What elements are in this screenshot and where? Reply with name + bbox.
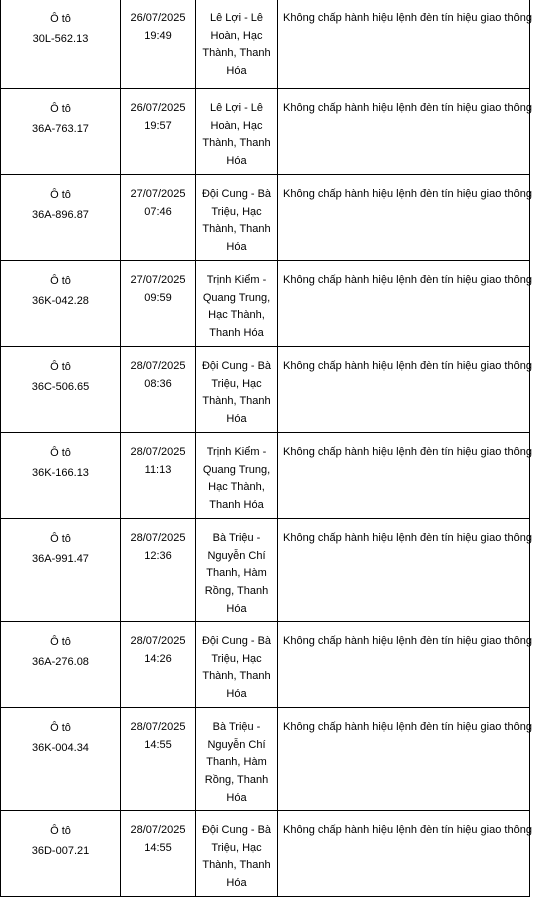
violation-date: 28/07/2025 <box>130 532 186 544</box>
violation-date: 27/07/2025 <box>130 188 186 200</box>
location-line: Đội Cung - Bà <box>201 824 272 836</box>
location-line: Quang Trung, <box>202 291 271 304</box>
violation-description: Không chấp hành hiệu lệnh đèn tín hiệu giao thông <box>283 446 532 458</box>
violation-time: 14:55 <box>144 738 172 751</box>
location-line: Hoàn, Hạc <box>210 29 263 42</box>
table-row <box>1 347 530 433</box>
violation-cell <box>278 433 530 519</box>
vehicle-type: Ô tô <box>50 189 71 201</box>
violation-description: Không chấp hành hiệu lệnh đèn tín hiệu giao thông <box>283 532 532 544</box>
location-line: Triệu, Hạc <box>211 841 262 854</box>
violation-time: 14:26 <box>144 652 172 665</box>
vehicle-type: Ô tô <box>50 447 71 459</box>
violation-time: 19:49 <box>144 29 172 42</box>
location-cell <box>196 0 278 89</box>
vehicle-cell <box>1 175 121 261</box>
vehicle-type: Ô tô <box>50 275 71 287</box>
violation-cell <box>278 622 530 708</box>
violations-table-body <box>1 0 530 897</box>
table-row <box>1 433 530 519</box>
license-plate: 36K-004.34 <box>32 742 89 754</box>
violation-cell <box>278 89 530 175</box>
location-line: Đội Cung - Bà <box>201 360 272 372</box>
datetime-cell <box>121 622 196 708</box>
table-row <box>1 0 530 89</box>
table-row <box>1 708 530 811</box>
license-plate: 36A-896.87 <box>32 209 89 221</box>
location-line: Trịnh Kiểm - <box>206 446 267 458</box>
violation-time: 19:57 <box>144 119 172 132</box>
violation-date: 26/07/2025 <box>130 102 186 114</box>
location-line: Nguyễn Chí <box>207 549 266 562</box>
location-cell <box>196 175 278 261</box>
location-cell <box>196 89 278 175</box>
vehicle-cell <box>1 261 121 347</box>
location-line: Thành, Thanh <box>202 859 271 872</box>
violation-cell <box>278 708 530 811</box>
license-plate: 36K-166.13 <box>32 467 89 479</box>
violation-date: 26/07/2025 <box>130 12 186 24</box>
location-cell <box>196 811 278 897</box>
violation-time: 14:55 <box>144 841 172 854</box>
vehicle-type: Ô tô <box>50 636 71 648</box>
violation-date: 28/07/2025 <box>130 721 186 733</box>
violation-description: Không chấp hành hiệu lệnh đèn tín hiệu giao thông <box>283 635 532 647</box>
datetime-cell <box>121 89 196 175</box>
violation-description: Không chấp hành hiệu lệnh đèn tín hiệu giao thông <box>283 102 532 114</box>
violation-description: Không chấp hành hiệu lệnh đèn tín hiệu giao thông <box>283 188 532 200</box>
datetime-cell <box>121 811 196 897</box>
table-row <box>1 175 530 261</box>
violation-time: 09:59 <box>144 291 172 304</box>
location-line: Thành, Thanh <box>202 137 271 150</box>
violation-date: 27/07/2025 <box>130 274 186 286</box>
location-line: Hóa <box>226 791 247 804</box>
table-row <box>1 89 530 175</box>
violation-cell <box>278 261 530 347</box>
location-cell <box>196 708 278 811</box>
location-line: Hóa <box>226 602 247 615</box>
location-line: Bà Triệu - <box>212 721 261 733</box>
location-line: Đội Cung - Bà <box>201 188 272 200</box>
location-line: Rồng, Thanh <box>204 774 269 787</box>
location-cell <box>196 347 278 433</box>
location-line: Hóa <box>226 877 247 890</box>
location-line: Triệu, Hạc <box>211 377 262 390</box>
license-plate: 30L-562.13 <box>32 33 89 45</box>
location-line: Rồng, Thanh <box>204 585 269 598</box>
violation-date: 28/07/2025 <box>130 824 186 836</box>
vehicle-type: Ô tô <box>50 722 71 734</box>
table-row <box>1 811 530 897</box>
vehicle-type: Ô tô <box>50 825 71 837</box>
violation-time: 11:13 <box>144 463 172 476</box>
license-plate: 36K-042.28 <box>32 295 89 307</box>
violation-date: 28/07/2025 <box>130 446 186 458</box>
location-line: Hóa <box>226 241 247 254</box>
license-plate: 36A-276.08 <box>32 656 89 668</box>
violation-cell <box>278 519 530 622</box>
violation-time: 07:46 <box>144 205 172 218</box>
datetime-cell <box>121 175 196 261</box>
vehicle-type: Ô tô <box>50 103 71 115</box>
datetime-cell <box>121 519 196 622</box>
location-line: Thanh Hóa <box>209 499 264 512</box>
vehicle-cell <box>1 519 121 622</box>
location-line: Thành, Thanh <box>202 395 271 408</box>
violation-date: 28/07/2025 <box>130 360 186 372</box>
vehicle-type: Ô tô <box>50 13 71 25</box>
location-line: Trịnh Kiểm - <box>206 274 267 286</box>
datetime-cell <box>121 261 196 347</box>
location-line: Hóa <box>226 413 247 426</box>
location-line: Quang Trung, <box>202 463 271 476</box>
location-line: Triệu, Hạc <box>211 205 262 218</box>
violation-cell <box>278 811 530 897</box>
location-line: Hóa <box>226 65 247 78</box>
vehicle-cell <box>1 708 121 811</box>
location-line: Hoàn, Hạc <box>210 119 263 132</box>
location-cell <box>196 622 278 708</box>
location-line: Thành, Thanh <box>202 223 271 236</box>
datetime-cell <box>121 708 196 811</box>
violation-cell <box>278 347 530 433</box>
vehicle-cell <box>1 433 121 519</box>
vehicle-cell <box>1 811 121 897</box>
location-line: Nguyễn Chí <box>207 738 266 751</box>
violation-description: Không chấp hành hiệu lệnh đèn tín hiệu giao thông <box>283 360 532 372</box>
violation-time: 08:36 <box>144 377 172 390</box>
datetime-cell <box>121 0 196 89</box>
violation-description: Không chấp hành hiệu lệnh đèn tín hiệu giao thông <box>283 274 532 286</box>
location-line: Triệu, Hạc <box>211 652 262 665</box>
datetime-cell <box>121 433 196 519</box>
vehicle-cell <box>1 0 121 89</box>
location-line: Thanh Hóa <box>209 327 264 340</box>
license-plate: 36C-506.65 <box>31 381 90 393</box>
location-line: Hóa <box>226 155 247 168</box>
violation-description: Không chấp hành hiệu lệnh đèn tín hiệu giao thông <box>283 721 532 733</box>
violation-description: Không chấp hành hiệu lệnh đèn tín hiệu giao thông <box>283 12 532 24</box>
violation-time: 12:36 <box>144 549 172 562</box>
violation-cell <box>278 0 530 89</box>
location-line: Bà Triệu - <box>212 532 261 544</box>
location-line: Hạc Thành, <box>208 481 265 494</box>
table-row <box>1 622 530 708</box>
location-cell <box>196 261 278 347</box>
violation-cell <box>278 175 530 261</box>
location-line: Thành, Thanh <box>202 670 271 683</box>
location-line: Thành, Thanh <box>202 47 271 60</box>
table-row <box>1 261 530 347</box>
location-cell <box>196 519 278 622</box>
location-line: Thanh, Hàm <box>206 756 267 769</box>
location-line: Thanh, Hàm <box>206 567 267 580</box>
vehicle-cell <box>1 622 121 708</box>
violation-description: Không chấp hành hiệu lệnh đèn tín hiệu giao thông <box>283 824 532 836</box>
datetime-cell <box>121 347 196 433</box>
location-line: Hóa <box>226 688 247 701</box>
vehicle-type: Ô tô <box>50 361 71 373</box>
location-cell <box>196 433 278 519</box>
vehicle-type: Ô tô <box>50 533 71 545</box>
location-line: Hạc Thành, <box>208 309 265 322</box>
license-plate: 36A-763.17 <box>32 123 89 135</box>
violation-date: 28/07/2025 <box>130 635 186 647</box>
location-line: Lê Lợi - Lê <box>209 102 264 114</box>
table-row <box>1 519 530 622</box>
vehicle-cell <box>1 89 121 175</box>
license-plate: 36D-007.21 <box>31 845 90 857</box>
vehicle-cell <box>1 347 121 433</box>
license-plate: 36A-991.47 <box>32 553 89 565</box>
location-line: Lê Lợi - Lê <box>209 12 264 24</box>
location-line: Đội Cung - Bà <box>201 635 272 647</box>
